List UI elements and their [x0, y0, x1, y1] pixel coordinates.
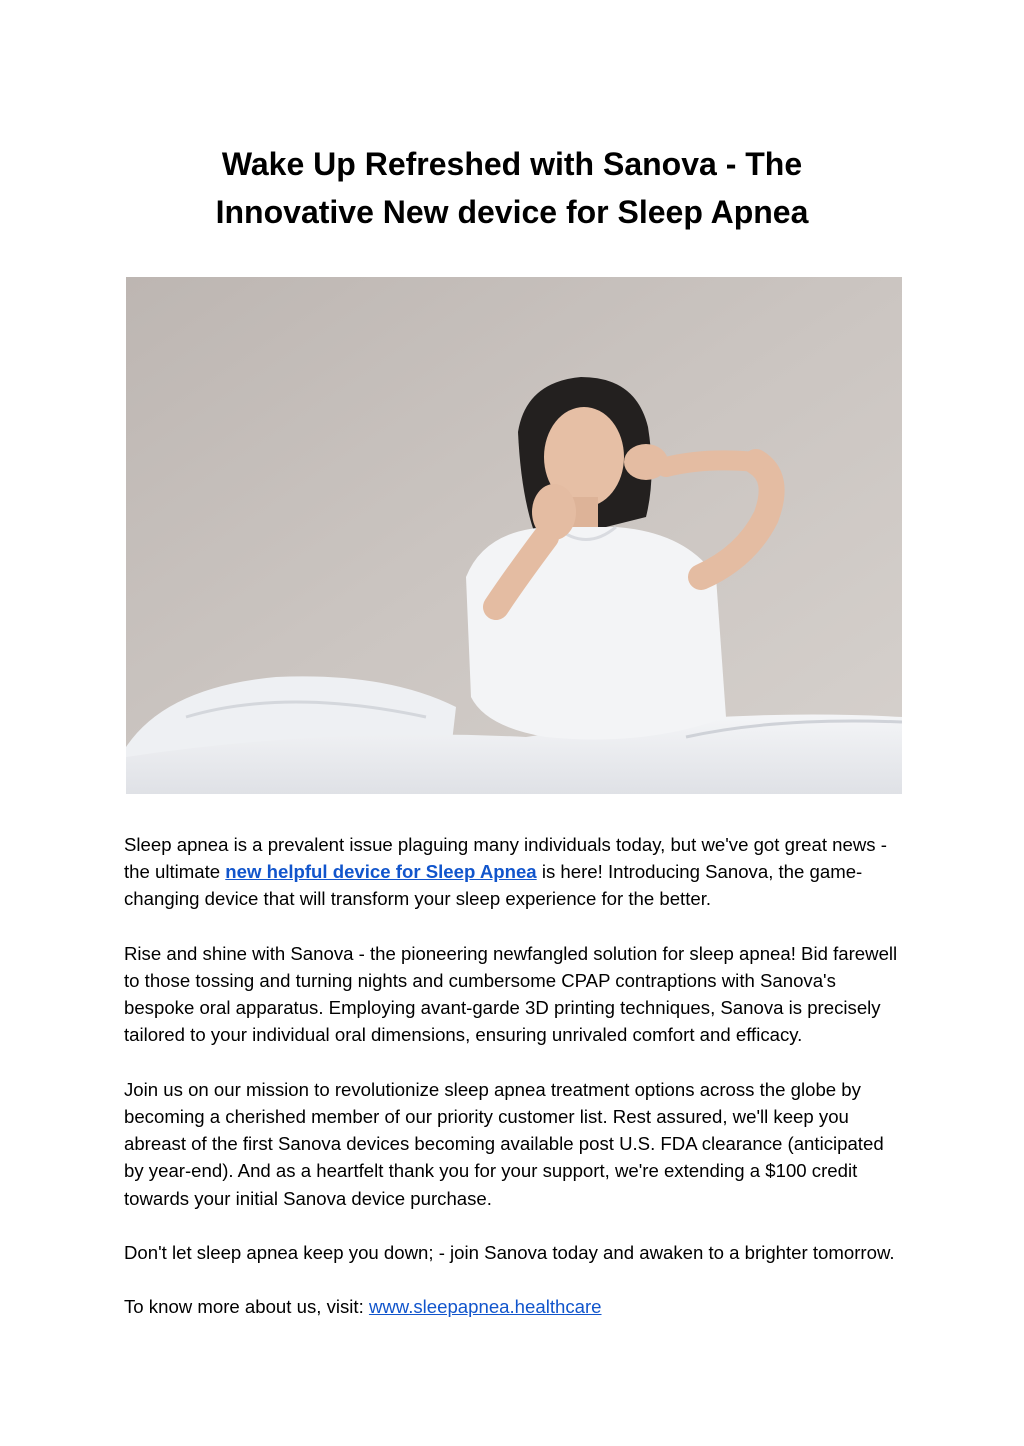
visit-label: To know more about us, visit:	[124, 1296, 369, 1318]
paragraph-intro-text-after: is here! Introducing Sanova, the game-changing device that will transform your sleep experience for the better.	[124, 861, 863, 910]
page-title-line-1: Wake Up Refreshed with Sanova - The	[221, 146, 803, 182]
paragraph-intro	[124, 831, 904, 913]
woman-waking-up-photo	[126, 277, 902, 794]
website-link[interactable]: www.sleepapnea.healthcare	[368, 1296, 602, 1318]
article-body	[124, 831, 904, 1348]
sleep-apnea-device-link[interactable]: new helpful device for Sleep Apnea	[225, 861, 537, 883]
paragraph-join-us: Join us on our mission to revolutionize sleep apnea treatment options across the globe by becoming a cherished member of our priority customer list. Rest assured, we'll keep you abreast of the first Sanova devices becoming available post U.S. FDA clearance (anticipated by year-end). And as a heartfelt thank you for your support, we're extending a $100 credit towards your initial Sanova device purchase.	[124, 1078, 884, 1209]
page-title-line-2: Innovative New device for Sleep Apnea	[215, 194, 809, 230]
paragraph-intro-text-before: Sleep apnea is a prevalent issue plaguing many individuals today, but we've got great news - the ultimate	[124, 834, 887, 883]
paragraph-rise-and-shine: Rise and shine with Sanova - the pioneering newfangled solution for sleep apnea! Bid farewell to those tossing and turning nights and cumbersome CPAP contraptions with Sanova's bespoke oral apparatus. Employing avant-garde 3D printing techniques, Sanova is precisely tailored to your individual oral dimensions, ensuring unrivaled comfort and efficacy.	[124, 942, 898, 1046]
paragraph-dont-let: Don't let sleep apnea keep you down; - join Sanova today and awaken to a brighter tomorrow.	[124, 1242, 895, 1263]
page-title	[0, 140, 1024, 236]
paragraph-visit	[124, 1293, 904, 1320]
